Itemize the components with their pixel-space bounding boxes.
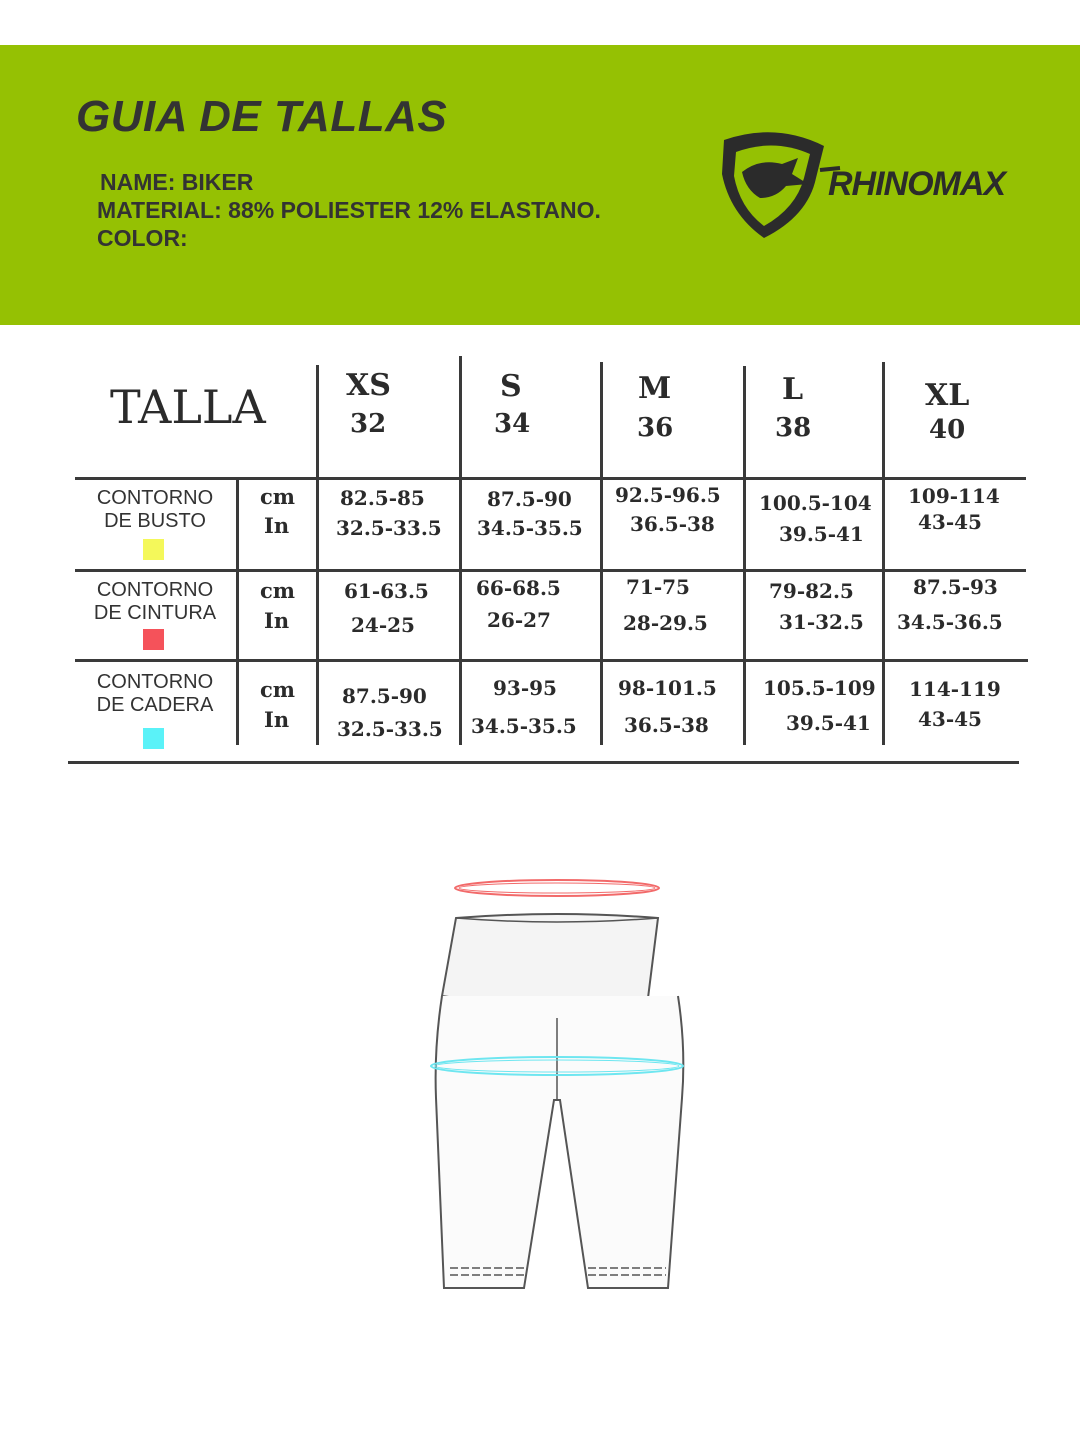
unit-in: In xyxy=(264,608,290,633)
size-s-letter: S xyxy=(500,369,522,404)
cadera-cm-xs: 87.5-90 xyxy=(342,684,427,708)
size-l-number: 38 xyxy=(775,413,812,443)
cintura-cm-m: 71-75 xyxy=(626,575,690,599)
brand-name: RHINOMAX xyxy=(828,165,1006,203)
product-material: MATERIAL: 88% POLIESTER 12% ELASTANO. xyxy=(97,197,601,223)
size-xl-letter: XL xyxy=(925,378,970,413)
talla-heading: TALLA xyxy=(110,380,266,434)
busto-in-s: 34.5-35.5 xyxy=(477,516,583,540)
cadera-in-xl: 43-45 xyxy=(918,707,982,731)
cintura-in-xs: 24-25 xyxy=(351,613,415,637)
busto-in-m: 36.5-38 xyxy=(630,512,715,536)
busto-color-swatch xyxy=(143,539,164,560)
cintura-in-m: 28-29.5 xyxy=(623,611,708,635)
cintura-cm-s: 66-68.5 xyxy=(476,576,561,600)
cadera-cm-l: 105.5-109 xyxy=(763,676,876,700)
size-m-number: 36 xyxy=(637,413,674,443)
product-name: NAME: BIKER xyxy=(100,169,254,195)
cadera-in-xs: 32.5-33.5 xyxy=(337,717,443,741)
cadera-in-m: 36.5-38 xyxy=(624,713,709,737)
busto-cm-m: 92.5-96.5 xyxy=(615,483,721,507)
cadera-cm-s: 93-95 xyxy=(493,676,557,700)
size-l-letter: L xyxy=(782,372,804,407)
busto-cm-xl: 109-114 xyxy=(908,484,1000,508)
busto-in-xl: 43-45 xyxy=(918,510,982,534)
size-xl-number: 40 xyxy=(929,415,966,445)
product-color: COLOR: xyxy=(97,225,188,251)
cadera-cm-xl: 114-119 xyxy=(909,677,1001,701)
size-xs-number: 32 xyxy=(350,409,387,439)
biker-shorts-diagram-icon xyxy=(420,868,700,1298)
busto-cm-s: 87.5-90 xyxy=(487,487,572,511)
unit-cm: cm xyxy=(260,484,296,509)
row-divider xyxy=(75,477,1026,480)
column-divider xyxy=(743,366,746,745)
cintura-in-l: 31-32.5 xyxy=(779,610,864,634)
row-divider xyxy=(75,569,1026,572)
cadera-cm-m: 98-101.5 xyxy=(618,676,717,700)
column-divider xyxy=(882,362,885,745)
page-title: GUIA DE TALLAS xyxy=(76,92,448,141)
row-divider xyxy=(75,659,1028,662)
column-divider xyxy=(600,362,603,745)
busto-in-xs: 32.5-33.5 xyxy=(336,516,442,540)
table-bottom-border xyxy=(68,761,1019,764)
cadera-in-l: 39.5-41 xyxy=(786,711,871,735)
column-divider xyxy=(236,479,239,745)
cadera-in-s: 34.5-35.5 xyxy=(471,714,577,738)
row-label-cadera: CONTORNO DE CADERA xyxy=(96,671,214,716)
unit-in: In xyxy=(264,513,290,538)
busto-cm-l: 100.5-104 xyxy=(759,491,872,515)
unit-cm: cm xyxy=(260,677,296,702)
cadera-color-swatch xyxy=(143,728,164,749)
column-divider xyxy=(459,356,462,745)
cintura-color-swatch xyxy=(143,629,164,650)
cintura-cm-xl: 87.5-93 xyxy=(913,575,998,599)
row-label-busto: CONTORNO DE BUSTO xyxy=(96,487,214,532)
cintura-in-xl: 34.5-36.5 xyxy=(897,610,1003,634)
size-xs-letter: XS xyxy=(346,368,391,403)
unit-in: In xyxy=(264,707,290,732)
busto-in-l: 39.5-41 xyxy=(779,522,864,546)
size-m-letter: M xyxy=(638,371,672,406)
row-label-cintura: CONTORNO DE CINTURA xyxy=(93,579,217,624)
size-s-number: 34 xyxy=(494,409,531,439)
busto-cm-xs: 82.5-85 xyxy=(340,486,425,510)
cintura-cm-xs: 61-63.5 xyxy=(344,579,429,603)
unit-cm: cm xyxy=(260,578,296,603)
cintura-cm-l: 79-82.5 xyxy=(769,579,854,603)
cintura-in-s: 26-27 xyxy=(487,608,551,632)
column-divider xyxy=(316,365,319,745)
